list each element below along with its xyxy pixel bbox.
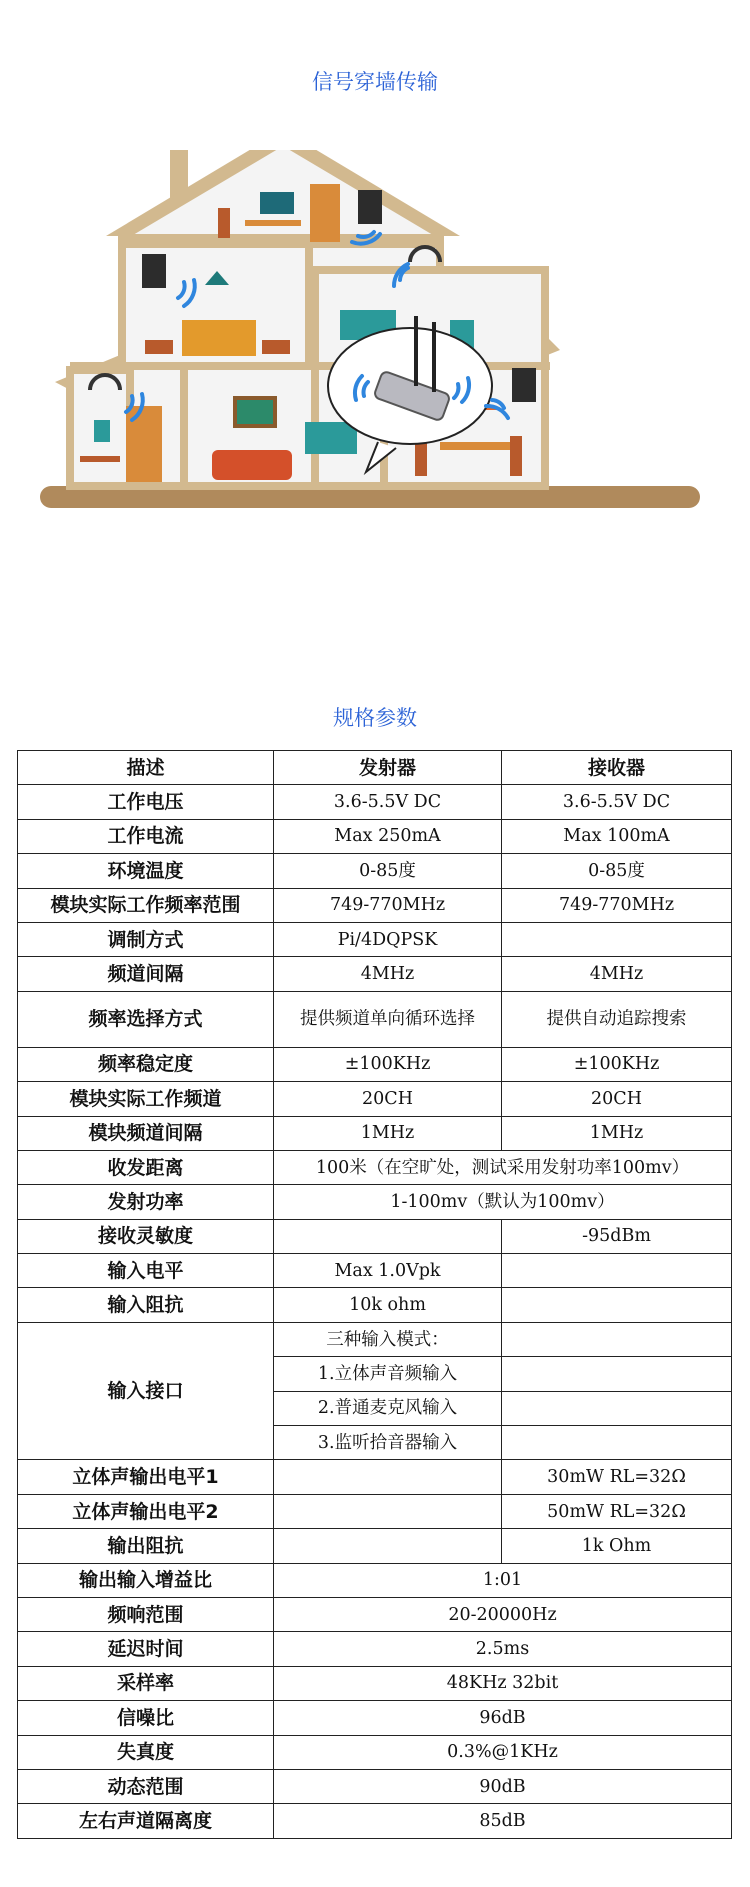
table-row (18, 1701, 732, 1735)
receiver-value (502, 1288, 732, 1322)
transmitter-value: 0-85度 (274, 854, 502, 888)
table-row (18, 1082, 732, 1116)
row-label: 频响范围 (18, 1597, 274, 1631)
table-row (18, 1529, 732, 1563)
row-label: 输出阻抗 (18, 1529, 274, 1563)
chair-icon (510, 436, 522, 476)
transmitter-value (274, 1460, 502, 1494)
row-label: 模块实际工作频道 (18, 1082, 274, 1116)
row-label: 立体声输出电平1 (18, 1460, 274, 1494)
shared-value: 85dB (274, 1804, 732, 1838)
shared-value: 2.5ms (274, 1632, 732, 1666)
shared-value: 90dB (274, 1769, 732, 1803)
table-row (18, 991, 732, 1047)
tv-icon (305, 422, 357, 454)
spec-table (17, 750, 732, 1839)
row-label: 频道间隔 (18, 957, 274, 991)
antenna-icon (432, 322, 436, 392)
table-icon (80, 456, 120, 462)
speaker-icon (142, 254, 166, 288)
table-row (18, 1460, 732, 1494)
monitor-icon (260, 192, 294, 214)
transmitter-value (274, 1494, 502, 1528)
row-label: 输入阻抗 (18, 1288, 274, 1322)
transmitter-value (274, 1219, 502, 1253)
transmitter-value: 3.6-5.5V DC (274, 785, 502, 819)
row-label: 调制方式 (18, 922, 274, 956)
row-label: 失真度 (18, 1735, 274, 1769)
table-row (18, 1219, 732, 1253)
sofa-icon (212, 450, 292, 480)
table-row (18, 1254, 732, 1288)
shared-value: 1:01 (274, 1563, 732, 1597)
wardrobe-icon (126, 406, 162, 482)
table-row (18, 1769, 732, 1803)
row-label: 模块实际工作频率范围 (18, 888, 274, 922)
table-row (18, 922, 732, 956)
transmitter-value: Max 250mA (274, 819, 502, 853)
transmitter-value: 4MHz (274, 957, 502, 991)
row-label: 立体声输出电平2 (18, 1494, 274, 1528)
mirror-icon (94, 420, 110, 442)
row-label: 频率稳定度 (18, 1047, 274, 1081)
shared-value: 20-20000Hz (274, 1597, 732, 1631)
row-label: 频率选择方式 (18, 991, 274, 1047)
chair-icon (218, 208, 230, 238)
transmitter-value (274, 1529, 502, 1563)
row-label: 发射功率 (18, 1185, 274, 1219)
table-row (18, 1597, 732, 1631)
receiver-value: 50mW RL=32Ω (502, 1494, 732, 1528)
receiver-value: Max 100mA (502, 819, 732, 853)
section-title-specs: 规格参数 (333, 706, 417, 730)
row-label: 工作电压 (18, 785, 274, 819)
row-label: 延迟时间 (18, 1632, 274, 1666)
receiver-value (502, 1391, 732, 1425)
table-row (18, 1494, 732, 1528)
receiver-value: 3.6-5.5V DC (502, 785, 732, 819)
receiver-value: 749-770MHz (502, 888, 732, 922)
row-label: 输出输入增益比 (18, 1563, 274, 1597)
receiver-value: 1MHz (502, 1116, 732, 1150)
table-row (18, 1322, 732, 1356)
bookshelf-icon (310, 184, 340, 242)
table-row (18, 1116, 732, 1150)
row-label: 左右声道隔离度 (18, 1804, 274, 1838)
painting-icon (235, 398, 275, 426)
transmitter-value: 749-770MHz (274, 888, 502, 922)
table-row (18, 854, 732, 888)
table-row (18, 1632, 732, 1666)
transmitter-value: 1.立体声音频输入 (274, 1357, 502, 1391)
nightstand-icon (262, 340, 290, 354)
row-label: 环境温度 (18, 854, 274, 888)
speaker-icon (358, 190, 382, 224)
row-label: 收发距离 (18, 1150, 274, 1184)
transmitter-value: 3.监听拾音器输入 (274, 1426, 502, 1460)
nightstand-icon (145, 340, 173, 354)
table-row (18, 819, 732, 853)
shared-value: 1-100mv（默认为100mv） (274, 1185, 732, 1219)
table-row (18, 1666, 732, 1700)
speaker-icon (512, 368, 536, 402)
transmitter-value: 1MHz (274, 1116, 502, 1150)
receiver-value: 提供自动追踪搜索 (502, 991, 732, 1047)
house-illustration (40, 150, 700, 620)
header-transmitter: 发射器 (274, 751, 502, 785)
receiver-value: 4MHz (502, 957, 732, 991)
desk-icon (245, 220, 301, 226)
table-row (18, 785, 732, 819)
row-label: 信噪比 (18, 1701, 274, 1735)
bed-icon (182, 320, 256, 356)
table-row (18, 1563, 732, 1597)
shared-value: 48KHz 32bit (274, 1666, 732, 1700)
receiver-value (502, 1254, 732, 1288)
row-label: 采样率 (18, 1666, 274, 1700)
transmitter-value: 10k ohm (274, 1288, 502, 1322)
receiver-value (502, 922, 732, 956)
transmitter-value: Max 1.0Vpk (274, 1254, 502, 1288)
receiver-value: 20CH (502, 1082, 732, 1116)
receiver-value: 1k Ohm (502, 1529, 732, 1563)
antenna-icon (414, 316, 418, 386)
row-label: 工作电流 (18, 819, 274, 853)
receiver-value (502, 1322, 732, 1356)
section-title-wall-transmission: 信号穿墙传输 (312, 70, 438, 94)
receiver-value: 30mW RL=32Ω (502, 1460, 732, 1494)
row-label: 接收灵敏度 (18, 1219, 274, 1253)
table-header-row (18, 751, 732, 785)
header-description: 描述 (18, 751, 274, 785)
receiver-value (502, 1357, 732, 1391)
table-row (18, 1804, 732, 1838)
receiver-value: ±100KHz (502, 1047, 732, 1081)
transmitter-value: ±100KHz (274, 1047, 502, 1081)
table-row (18, 957, 732, 991)
receiver-value (502, 1426, 732, 1460)
row-label: 模块频道间隔 (18, 1116, 274, 1150)
transmitter-value: 提供频道单向循环选择 (274, 991, 502, 1047)
table-row (18, 1185, 732, 1219)
shared-value: 0.3%@1KHz (274, 1735, 732, 1769)
receiver-value: -95dBm (502, 1219, 732, 1253)
shared-value: 100米（在空旷处，测试采用发射功率100mv） (274, 1150, 732, 1184)
transmitter-value: 三种输入模式： (274, 1322, 502, 1356)
transmitter-value: 2.普通麦克风输入 (274, 1391, 502, 1425)
table-row (18, 888, 732, 922)
row-label: 输入电平 (18, 1254, 274, 1288)
table-row (18, 1150, 732, 1184)
table-row (18, 1735, 732, 1769)
dining-table-icon (440, 442, 520, 450)
row-label: 动态范围 (18, 1769, 274, 1803)
shared-value: 96dB (274, 1701, 732, 1735)
table-row (18, 1288, 732, 1322)
header-receiver: 接收器 (502, 751, 732, 785)
table-row (18, 1047, 732, 1081)
transmitter-value: Pi/4DQPSK (274, 922, 502, 956)
receiver-value: 0-85度 (502, 854, 732, 888)
row-label: 输入接口 (18, 1322, 274, 1460)
transmitter-value: 20CH (274, 1082, 502, 1116)
